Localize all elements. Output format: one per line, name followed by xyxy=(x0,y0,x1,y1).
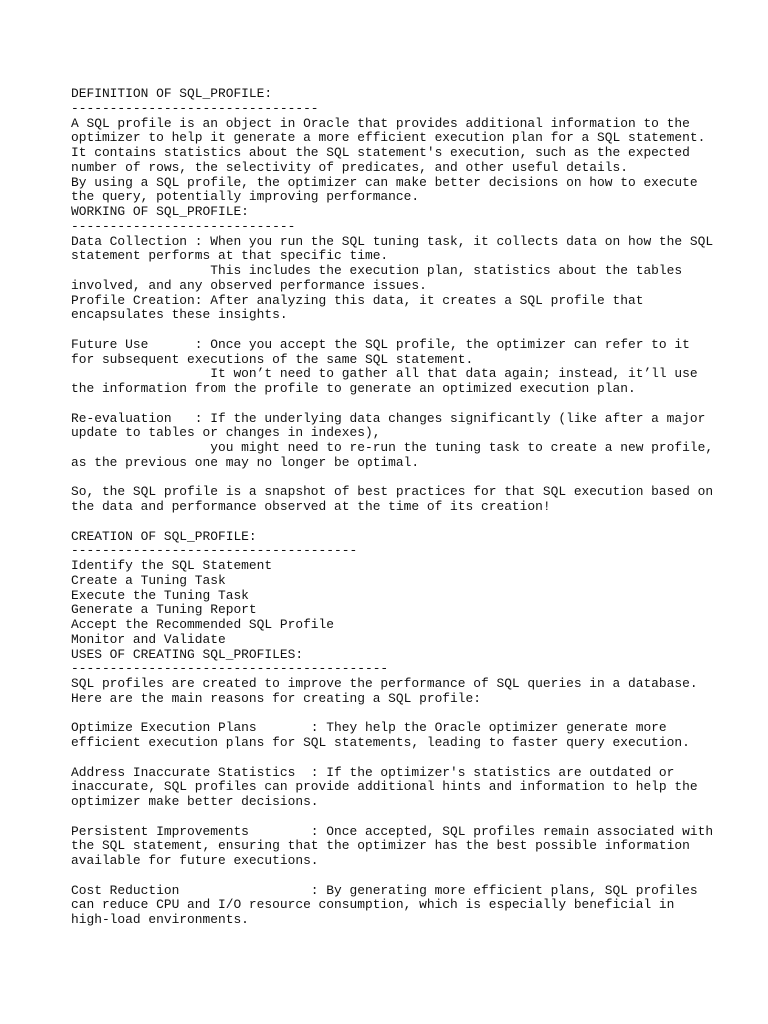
text-line: Profile Creation: After analyzing this data, it creates a SQL profile that xyxy=(71,292,644,308)
text-line: involved, and any observed performance issues. xyxy=(71,277,427,293)
text-line: This includes the execution plan, statistics about the tables xyxy=(71,263,683,278)
text-line: inaccurate, SQL profiles can provide additional hints and information to help the xyxy=(71,779,698,795)
text-line: WORKING OF SQL_PROFILE: xyxy=(71,204,249,219)
text-line: Generate a Tuning Report xyxy=(71,602,257,618)
text-line: A SQL profile is an object in Oracle that provides additional information to the xyxy=(71,115,690,131)
text-line: high-load environments. xyxy=(71,912,249,927)
text-line: So, the SQL profile is a snapshot of best practices for that SQL execution based on xyxy=(71,484,714,500)
text-line: ------------------------------------- xyxy=(71,543,358,559)
text-line: Execute the Tuning Task xyxy=(71,587,249,603)
text-line: Address Inaccurate Statistics : If the optimizer's statistics are outdated or xyxy=(71,764,675,780)
text-line: Here are the main reasons for creating a SQL profile: xyxy=(71,690,481,706)
text-line: Monitor and Validate xyxy=(71,631,226,647)
text-line: Data Collection : When you run the SQL tuning task, it collects data on how the SQL xyxy=(71,233,714,249)
text-line: available for future executions. xyxy=(71,853,319,868)
text-line: CREATION OF SQL_PROFILE: xyxy=(71,528,257,544)
text-line: It contains statistics about the SQL statement's execution, such as the expected xyxy=(71,145,690,160)
text-line: optimizer make better decisions. xyxy=(71,794,319,809)
text-line: Cost Reduction : By generating more efficient plans, SQL profiles xyxy=(71,882,698,898)
text-line: encapsulates these insights. xyxy=(71,307,288,323)
text-line: ----------------------------------------- xyxy=(71,661,389,677)
text-line: the query, potentially improving performance. xyxy=(71,189,420,205)
text-line: you might need to re-run the tuning task to create a new profile, xyxy=(71,440,714,455)
text-line: number of rows, the selectivity of predicates, and other useful details. xyxy=(71,159,628,175)
text-line: By using a SQL profile, the optimizer can make better decisions on how to execute xyxy=(71,174,698,190)
text-line: for subsequent executions of the same SQL statement. xyxy=(71,351,474,367)
text-line: Create a Tuning Task xyxy=(71,572,226,588)
document-text xyxy=(71,87,721,928)
text-line: Optimize Execution Plans : They help the Oracle optimizer generate more xyxy=(71,720,667,736)
text-line: can reduce CPU and I/O resource consumption, which is especially beneficial in xyxy=(71,897,675,913)
text-line: the SQL statement, ensuring that the optimizer has the best possible information xyxy=(71,838,690,854)
text-line: SQL profiles are created to improve the performance of SQL queries in a database. xyxy=(71,676,698,691)
text-line: DEFINITION OF SQL_PROFILE: xyxy=(71,86,273,101)
text-line: as the previous one may no longer be optimal. xyxy=(71,454,420,470)
text-line: optimizer to help it generate a more efficient execution plan for a SQL statement. xyxy=(71,130,706,146)
text-line: Re-evaluation : If the underlying data changes significantly (like after a major xyxy=(71,410,706,426)
text-line: update to tables or changes in indexes), xyxy=(71,425,381,441)
text-line: Future Use : Once you accept the SQL profile, the optimizer can refer to it xyxy=(71,336,690,352)
text-line: ----------------------------- xyxy=(71,218,296,234)
text-line: efficient execution plans for SQL statements, leading to faster query execution. xyxy=(71,735,690,750)
text-line: It won’t need to gather all that data again; instead, it’ll use xyxy=(71,366,698,382)
text-line: Accept the Recommended SQL Profile xyxy=(71,617,335,632)
text-line: -------------------------------- xyxy=(71,100,319,116)
text-line: Identify the SQL Statement xyxy=(71,558,273,573)
text-line: the information from the profile to generate an optimized execution plan. xyxy=(71,381,636,396)
text-line: Persistent Improvements : Once accepted, SQL profiles remain associated with xyxy=(71,823,714,839)
text-line: statement performs at that specific time. xyxy=(71,248,389,264)
text-line: the data and performance observed at the time of its creation! xyxy=(71,499,551,514)
text-line: USES OF CREATING SQL_PROFILES: xyxy=(71,646,304,662)
